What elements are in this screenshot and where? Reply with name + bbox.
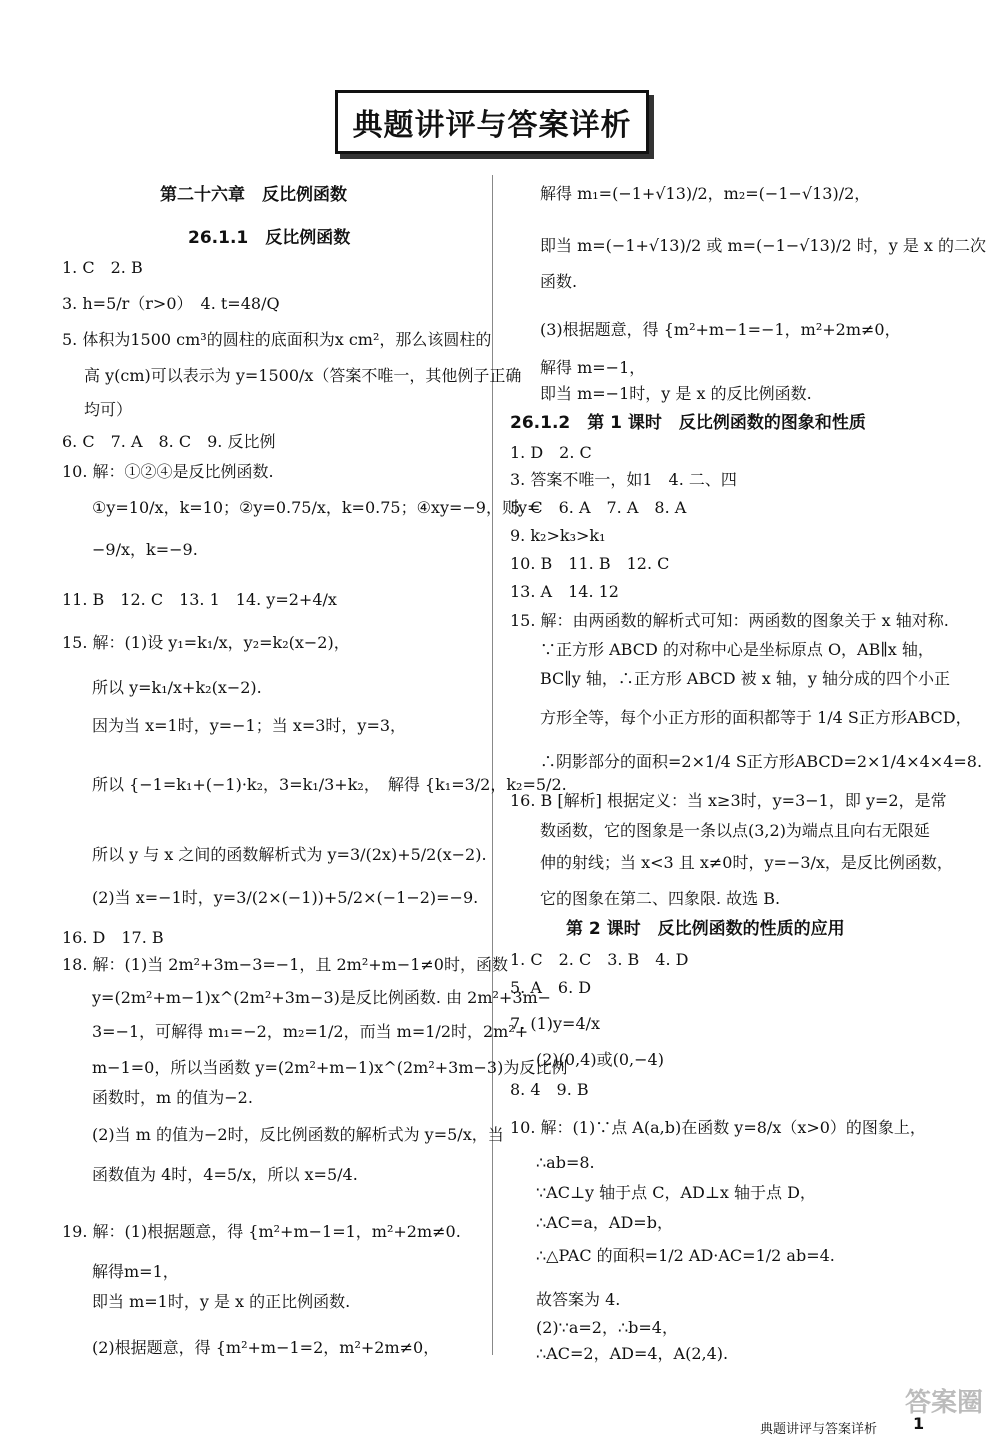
answer-line: 1. D 2. C — [510, 443, 592, 462]
watermark-logo: 答案圈 — [905, 1388, 984, 1418]
answer-line: 3. 答案不唯一，如1 4. 二、四 — [510, 470, 737, 489]
section-title: 26.1.2 第 1 课时 反比例函数的图象和性质 — [510, 413, 866, 433]
answer-line: −9/x，k=−9. — [92, 540, 198, 559]
answer-line: 8. 4 9. B — [510, 1080, 589, 1099]
answer-line: ∴AC=a，AD=b， — [536, 1213, 673, 1232]
footer-label: 典题讲评与答案详析 — [760, 1422, 878, 1437]
column-divider — [492, 175, 493, 1355]
answer-line: ∵AC⊥y 轴于点 C，AD⊥x 轴于点 D， — [536, 1183, 816, 1202]
answer-line: 6. C 7. A 8. C 9. 反比例 — [62, 432, 276, 451]
answer-line: 解得m=1， — [92, 1262, 179, 1281]
answer-line: 15. 解：(1)设 y₁=k₁/x，y₂=k₂(x−2)， — [62, 633, 350, 652]
answer-line: m−1=0，所以当函数 y=(2m²+m−1)x^(2m²+3m−3)为反比例 — [92, 1058, 568, 1077]
answer-line: 1. C 2. C 3. B 4. D — [510, 950, 689, 969]
answer-line: 故答案为 4. — [536, 1290, 621, 1309]
answer-line: (2)当 m 的值为−2时，反比例函数的解析式为 y=5/x，当 — [92, 1125, 504, 1144]
answer-line: 即当 m=1时，y 是 x 的正比例函数. — [92, 1292, 351, 1311]
answer-line: 5. 体积为1500 cm³的圆柱的底面积为x cm²，那么该圆柱的 — [62, 330, 492, 349]
answer-line: (2)根据题意，得 {m²+m−1=2，m²+2m≠0， — [92, 1338, 440, 1357]
answer-line: 所以 {−1=k₁+(−1)·k₂，3=k₁/3+k₂， 解得 {k₁=3/2，k₂=5/2. — [92, 775, 567, 794]
page-title-box — [335, 90, 649, 154]
answer-line: (2)当 x=−1时，y=3/(2×(−1))+5/2×(−1−2)=−9. — [92, 888, 479, 907]
page-title: 典题讲评与答案详析 — [352, 108, 632, 143]
answer-line: 所以 y 与 x 之间的函数解析式为 y=3/(2x)+5/2(x−2). — [92, 845, 487, 864]
answer-line: 15. 解：由两函数的解析式可知：两函数的图象关于 x 轴对称. — [510, 611, 949, 630]
answer-line: ∴AC=2，AD=4，A(2,4). — [536, 1344, 729, 1363]
answer-line: 9. k₂>k₃>k₁ — [510, 526, 606, 545]
answer-line: 3. h=5/r（r>0） 4. t=48/Q — [62, 294, 280, 313]
answer-line: 18. 解：(1)当 2m²+3m−3=−1，且 2m²+m−1≠0时，函数 — [62, 955, 508, 974]
answer-line: 3=−1，可解得 m₁=−2，m₂=1/2，而当 m=1/2时，2m²+ — [92, 1022, 529, 1041]
answer-line: ①y=10/x，k=10；②y=0.75/x，k=0.75；④xy=−9，则y= — [92, 498, 541, 517]
answer-line: (3)根据题意，得 {m²+m−1=−1，m²+2m≠0， — [540, 320, 901, 339]
answer-line: 所以 y=k₁/x+k₂(x−2). — [92, 678, 262, 697]
answer-line: 函数时，m 的值为−2. — [92, 1088, 253, 1107]
answer-line: 均可） — [84, 400, 133, 419]
answer-line: 高 y(cm)可以表示为 y=1500/x（答案不唯一，其他例子正确 — [84, 366, 522, 385]
section-title: 第 2 课时 反比例函数的性质的应用 — [566, 919, 845, 939]
answer-line: ∴阴影部分的面积=2×1/4 S正方形ABCD=2×1/4×4×4=8. — [540, 752, 983, 771]
answer-line: 7. (1)y=4/x — [510, 1014, 601, 1033]
answer-line: 13. A 14. 12 — [510, 582, 619, 601]
answer-line: 5. C 6. A 7. A 8. A — [510, 498, 687, 517]
answer-line: 函数. — [540, 272, 578, 291]
answer-line: ∴△PAC 的面积=1/2 AD·AC=1/2 ab=4. — [536, 1246, 835, 1265]
answer-line: 10. 解：①②④是反比例函数. — [62, 462, 274, 481]
answer-line: 16. D 17. B — [62, 928, 164, 947]
page-number: 1 — [913, 1414, 925, 1433]
answer-line: (2)∵a=2，∴b=4， — [536, 1318, 678, 1337]
answer-line: 1. C 2. B — [62, 258, 143, 277]
answer-line: 5. A 6. D — [510, 978, 592, 997]
answer-line: 解得 m=−1， — [540, 358, 646, 377]
chapter-title: 第二十六章 反比例函数 — [160, 185, 347, 205]
answer-line: 数函数，它的图象是一条以点(3,2)为端点且向右无限延 — [540, 821, 930, 840]
answer-line: 10. B 11. B 12. C — [510, 554, 670, 573]
answer-line: 方形全等，每个小正方形的面积都等于 1/4 S正方形ABCD， — [540, 708, 972, 727]
answer-line: 即当 m=−1时，y 是 x 的反比例函数. — [540, 384, 812, 403]
answer-line: 11. B 12. C 13. 1 14. y=2+4/x — [62, 590, 337, 609]
answer-line: 它的图象在第二、四象限. 故选 B. — [540, 889, 781, 908]
answer-line: 16. B [解析] 根据定义：当 x≥3时，y=3−1，即 y=2，是常 — [510, 791, 947, 810]
answer-line: 即当 m=(−1+√13)/2 或 m=(−1−√13)/2 时，y 是 x 的二次 — [540, 236, 987, 255]
answer-line: ∴ab=8. — [536, 1153, 595, 1172]
answer-line: 19. 解：(1)根据题意，得 {m²+m−1=1，m²+2m≠0. — [62, 1222, 461, 1241]
section-title: 26.1.1 反比例函数 — [188, 228, 351, 248]
answer-line: (2)(0,4)或(0,−4) — [536, 1050, 664, 1069]
answer-line: 函数值为 4时，4=5/x，所以 x=5/4. — [92, 1165, 358, 1184]
answer-line: BC∥y 轴，∴正方形 ABCD 被 x 轴，y 轴分成的四个小正 — [540, 669, 950, 688]
answer-line: 10. 解：(1)∵点 A(a,b)在函数 y=8/x（x>0）的图象上， — [510, 1118, 926, 1137]
answer-line: 伸的射线；当 x<3 且 x≠0时，y=−3/x，是反比例函数， — [540, 853, 953, 872]
answer-line: 解得 m₁=(−1+√13)/2，m₂=(−1−√13)/2， — [540, 184, 871, 203]
answer-line: 因为当 x=1时，y=−1；当 x=3时，y=3， — [92, 716, 407, 735]
answer-line: y=(2m²+m−1)x^(2m²+3m−3)是反比例函数. 由 2m²+3m− — [92, 988, 552, 1007]
answer-line: ∵正方形 ABCD 的对称中心是坐标原点 O，AB∥x 轴， — [540, 640, 934, 659]
